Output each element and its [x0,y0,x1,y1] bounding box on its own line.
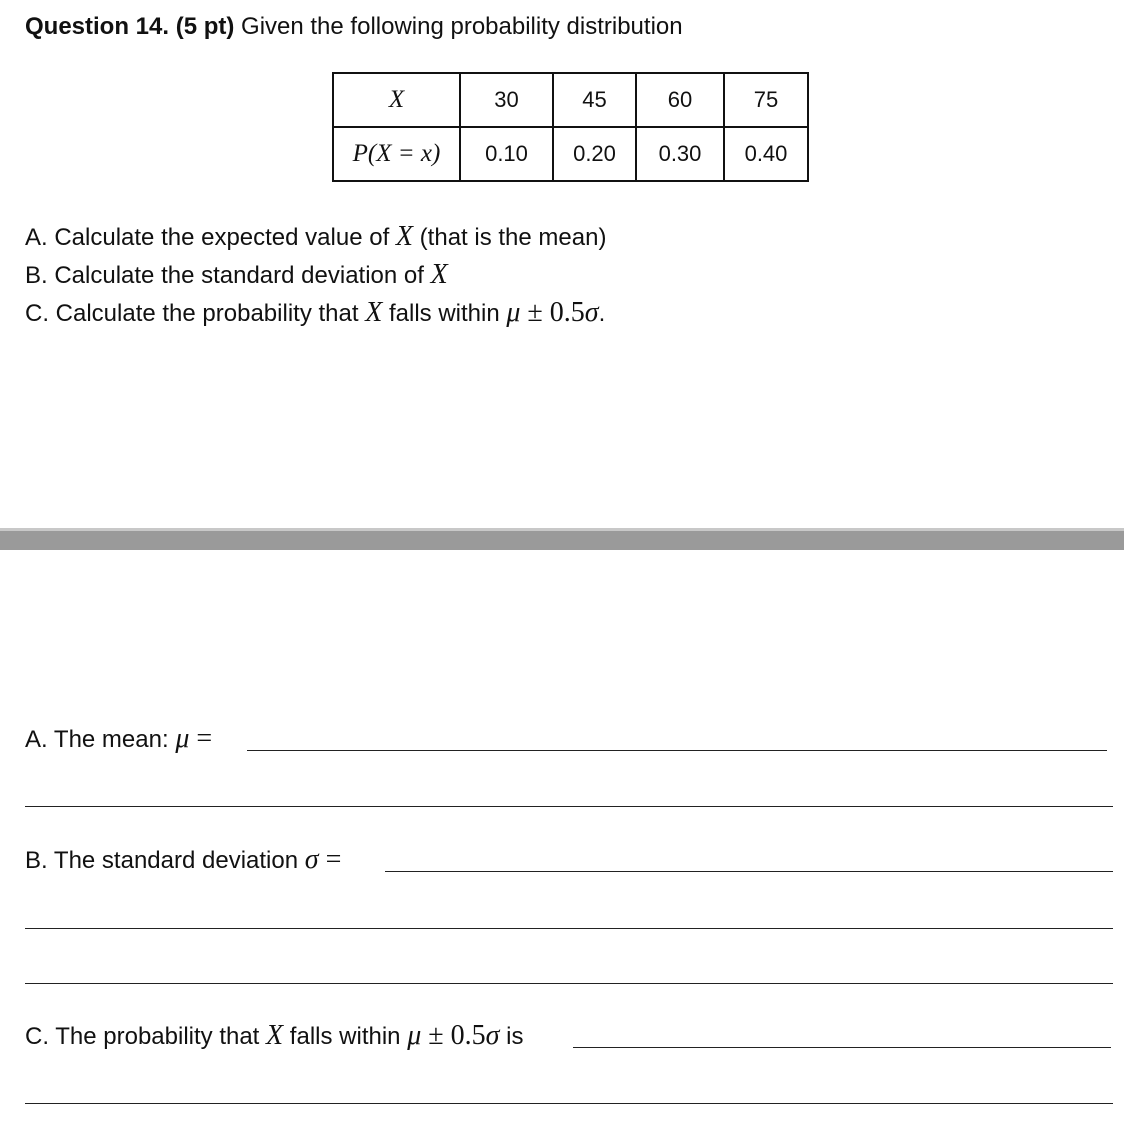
x-value-cell: 75 [724,73,808,127]
plus-minus-term: ± 0.5 [421,1020,486,1051]
table-row-x [333,73,808,127]
answer-a-extra-line[interactable] [25,806,1113,807]
var-x: X [266,1020,284,1051]
task-c-text: C. Calculate the probability that [25,300,366,327]
task-a-suffix: (that is the mean) [413,224,607,251]
var-x: X [365,297,383,328]
task-b-text: B. Calculate the standard deviation of [25,262,431,289]
x-value-cell: 30 [460,73,553,127]
equals-sign: = [189,723,213,754]
answer-a-label [25,724,212,755]
p-value-cell: 0.30 [636,127,724,181]
var-x: X [395,221,414,252]
task-a [25,218,606,256]
task-b [25,256,606,294]
answer-c-mid: falls within [283,1023,408,1050]
answer-c-text: C. The probability that [25,1023,267,1050]
mu-symbol: μ [175,723,190,754]
p-value-cell: 0.20 [553,127,636,181]
sigma-symbol: σ [485,1020,500,1051]
equals-sign: = [318,844,342,875]
question-header [25,12,683,42]
task-c-suffix: . [598,300,606,327]
question-label: Question 14. (5 pt) [25,13,235,40]
mu-symbol: μ [506,297,521,328]
page-divider [0,528,1124,550]
answer-a-text: A. The mean: [25,726,176,753]
table-row-p [333,127,808,181]
mu-symbol: μ [407,1020,422,1051]
answer-c-extra-line[interactable] [25,1103,1113,1104]
x-value-cell: 60 [636,73,724,127]
task-a-text: A. Calculate the expected value of [25,224,396,251]
question-text: Given the following probability distribution [234,13,683,40]
task-c-mid: falls within [382,300,507,327]
p-value-cell: 0.10 [460,127,553,181]
answer-b-extra-line[interactable] [25,928,1113,929]
answer-c-line[interactable] [573,1047,1111,1048]
distribution-table [332,72,809,182]
row-x-label: X [333,73,460,127]
task-c [25,294,606,332]
task-list [25,218,606,332]
sigma-symbol: σ [304,844,319,875]
answer-c-label [25,1021,523,1052]
x-value-cell: 45 [553,73,636,127]
answer-b-text: B. The standard deviation [25,847,305,874]
answer-c-suffix: is [499,1023,524,1050]
plus-minus-term: ± 0.5 [520,297,585,328]
answer-b-extra-line-2[interactable] [25,983,1113,984]
answer-b-line[interactable] [385,871,1113,872]
p-value-cell: 0.40 [724,127,808,181]
sigma-symbol: σ [584,297,599,328]
row-p-label: P(X = x) [333,127,460,181]
answer-b-label [25,845,341,876]
var-x: X [430,259,448,290]
answer-a-line[interactable] [247,750,1107,751]
